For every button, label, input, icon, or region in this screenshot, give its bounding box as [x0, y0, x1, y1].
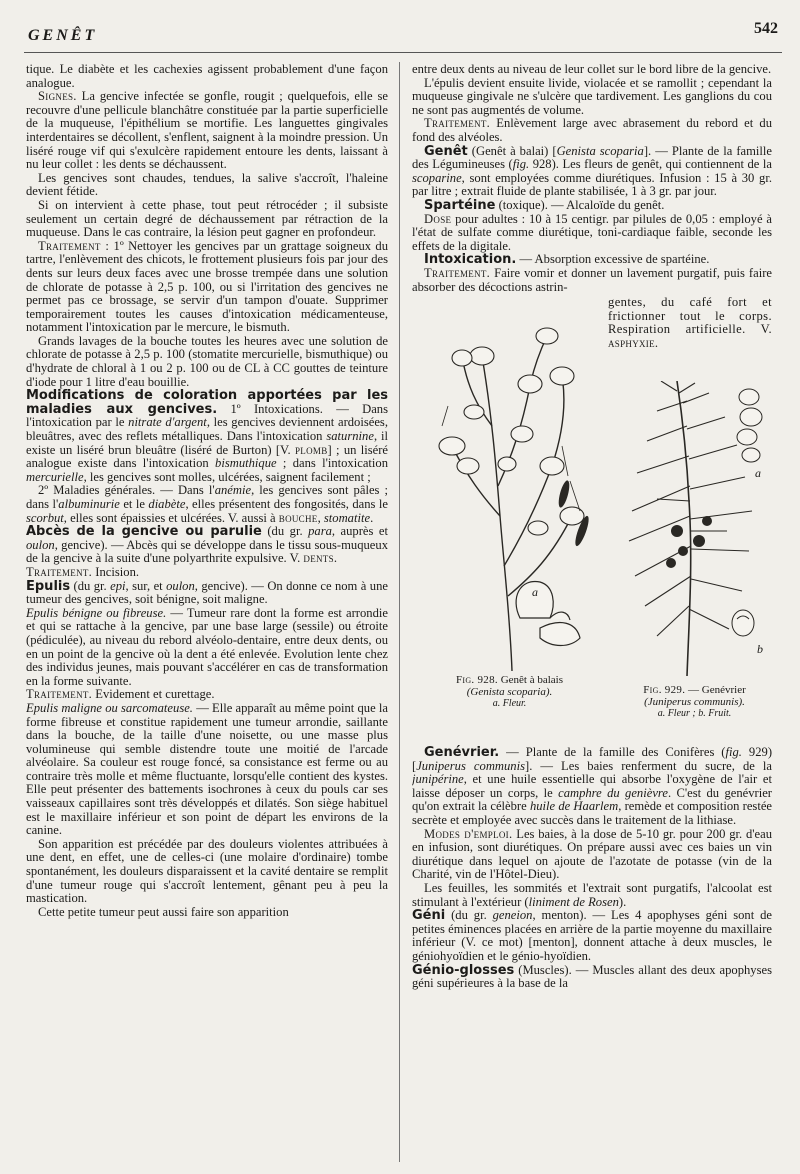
text: (Genêt à balai) [: [467, 143, 557, 158]
traitement-label: Traitement.: [26, 564, 93, 579]
text: stomatite: [323, 510, 371, 525]
paragraph-traitement: [412, 267, 772, 294]
text: liniment de Rosen: [528, 894, 619, 909]
text: .: [333, 551, 338, 566]
figure-title: — Genévrier: [685, 684, 746, 697]
text: junipérine: [412, 772, 464, 787]
column-divider: [399, 62, 400, 1162]
entry-title: Modifications de coloration apportées par les maladies aux gencives.: [26, 388, 388, 417]
entry-title: Intoxication.: [424, 252, 517, 268]
text: . C'est du genévrier qu'on extrait la célèbre: [412, 785, 772, 814]
text: L'épulis devient ensuite livide, violacée et se ramollit ; cependant la muqueuse gingivale ne s'ulcère que tardivement. Les ganglions du cou ne sont pas augmentés de volume.: [412, 75, 772, 117]
text: epi: [110, 578, 126, 593]
text: 929) [: [412, 745, 772, 773]
figure-latin-name: (Juniperus communis).: [644, 696, 745, 709]
paragraph: [26, 63, 388, 90]
text: 1º Intoxications. — Dans l'intoxication par le: [26, 401, 388, 430]
text: , gencive). — Abcès qui se développe dans le tissu sous-muqueux de la gencive à la suite d'une polyarthrite expulsive. V.: [26, 537, 388, 566]
text: , sont employées comme diurétiques. Infusion : 15 à 30 gr. par litre ; extrait fluide de plante stabilisée, 1 à 3 gr. par jour.: [412, 170, 772, 199]
text: , les gencives deviennent ardoisées, bleuâtres, avec des reflets métalliques. Dans l'intoxication: [26, 415, 388, 444]
text: ]. — Plante de la famille des Légumineuses (: [412, 143, 772, 172]
entry-title: Géni: [412, 908, 446, 924]
text: , elles sont épaissies et ulcérées. V. aussi à: [63, 510, 279, 525]
text: Faire vomir et donner un lavement purgatif, puis faire absorber des décoctions astrin-: [412, 265, 772, 294]
subheading: Epulis bénigne ou fibreuse.: [26, 605, 167, 620]
figure-928-genet: [412, 316, 607, 672]
text: nitrate d'argent: [128, 415, 207, 430]
figure-929-caption: [617, 684, 772, 720]
text: Grands lavages de la bouche toutes les heures avec une solution de chlorate de potasse à 2,5 p. 100 (stomatite mercurielle, bismuthique) ou d'hydrate de chloral à 1 ou 2 p. 100 ou de CL à CC gouttes de teinture d'iode pour 1 litre d'eau bouillie.: [26, 333, 388, 389]
paragraph: [412, 77, 772, 118]
paragraph: [26, 335, 388, 389]
paragraph-traitement: [26, 240, 388, 335]
figure-928-caption: [412, 674, 607, 710]
text: Enlèvement large avec abrasement du rebord et du fond des alvéoles.: [412, 116, 772, 144]
text: Genista scoparia: [556, 143, 644, 158]
modes-label: Modes d'emploi.: [424, 826, 513, 841]
figure-label-a: a: [755, 466, 761, 481]
text: Les feuilles, les sommités et l'extrait sont purgatifs, l'alcoolat est stimulant à l'extérieur (: [412, 881, 772, 909]
traitement-label: Traitement.: [424, 116, 491, 131]
text: .: [654, 335, 659, 350]
text: geneion: [492, 908, 533, 923]
figure-number: Fig. 929.: [643, 684, 686, 697]
text: — Plante de la famille des Conifères (: [499, 745, 726, 760]
text: , gencive). — On donne ce nom à une tumeur des gencives, soit bénigne, soit maligne.: [26, 578, 388, 607]
entry-genio-glosses: [412, 964, 772, 991]
text: , remède et composition restée secrète et employée avec succès dans le traitement de la lithiase.: [412, 799, 772, 828]
text: (du gr.: [445, 908, 493, 923]
text: camphre du genièvre: [558, 785, 668, 800]
paragraph-traitement: [412, 117, 772, 144]
page-header: [0, 0, 800, 60]
paragraph: [26, 199, 388, 240]
text: pour adultes : 10 à 15 centigr. par pilules de 0,05 : employé à l'état de sulfate comme diurétique, toni-cardiaque faible, seconde les effets de la digitale.: [412, 211, 772, 253]
text: , sur, et: [125, 578, 167, 593]
paragraph-epulis-maligne: [26, 702, 388, 838]
text: — Elle apparaît au même point que la forme fibreuse et constitue rapidement une tumeur arrondie, saillante dans la bouche, de la taille d'une noisette, ou une masse plus volumineuse qui semble distendre toute une moitié de l'arcade alvéolaire. Sa couleur est rouge foncé, sa consistance est ferme ou au contraire très molle et même fluctuante, lorsqu'elle contient des kystes. Elle peut présenter des battements isochrones à ceux du pouls car ses vaisseaux capillaires sont très développés et dilatés. Son siège habituel est le maxillaire inférieur et son point de départ les environs de la canine.: [26, 700, 388, 838]
text: 2º Maladies générales. — Dans l': [38, 483, 215, 498]
figure-label-b: b: [757, 642, 763, 657]
entry-sparteine: [412, 199, 772, 213]
juniper-illustration: [617, 381, 772, 681]
cross-reference: plomb: [295, 442, 328, 457]
entry-genevrier: [412, 746, 772, 828]
text: diabète: [148, 497, 186, 511]
text: (toxique). — Alcaloïde du genêt.: [495, 197, 665, 212]
paragraph-signes: [26, 90, 388, 172]
text: Les baies, à la dose de 5-10 gr. pour 200 gr. d'eau en infusion, sont diurétiques. On prépare aussi avec ces baies un vin diurétique dans lequel on ajoute de l'azotate de potasse (vin de la Charité, vin de l'Hôtel-Dieu).: [412, 826, 772, 882]
figure-number: Fig. 928.: [455, 674, 498, 687]
text: anémie: [214, 483, 252, 498]
header-rule: [24, 52, 782, 53]
running-head: GENÊT: [28, 27, 98, 44]
text: Son apparition est précédée par des douleurs violentes attribuées à une dent, en effet, une de celles-ci (une molaire d'ordinaire) tombe spontanément, les douleurs disparaissent et la cavité dentaire se remplit d'une tumeur rouge qui s'accroît lentement, gênant peu à peu la mastication.: [26, 836, 388, 906]
text: .: [370, 510, 374, 525]
paragraph-modes: [412, 828, 772, 882]
entry-abces: [26, 525, 388, 566]
text: La gencive infectée se gonfle, rougit ; quelquefois, elle se recouvre d'une pellicule blanchâtre constituée par la partie superficielle de la muqueuse, l'épithélium se mortifie. Les languettes gingivales interdentaires se décollent, s'enflent, saignent à la moindre pression. Un liséré rouge vif qui s'exulcère rapidement entoure les dents, laissant à nu leur collet : les dents se déchaussent.: [26, 89, 388, 172]
figures-area: [412, 296, 772, 742]
figure-legend: a. Fleur ; b. Fruit.: [657, 708, 732, 720]
text: ).: [618, 894, 627, 909]
figure-reference: fig.: [512, 157, 530, 172]
paragraph: [412, 63, 772, 77]
text: mercurielle: [26, 469, 84, 484]
cross-reference: dents: [303, 551, 334, 566]
entry-genet: [412, 145, 772, 199]
text: , et une huile essentielle qui absorbe l'oxygène de l'air et laisse déposer un corps, le: [412, 772, 772, 800]
text: saturnine: [326, 429, 374, 444]
entry-modifications: [26, 389, 388, 484]
text: entre deux dents au niveau de leur collet sur le bord libre de la gencive.: [412, 63, 772, 76]
entry-title: Abcès de la gencive ou parulie: [26, 524, 262, 540]
text: , il existe un liséré brun bleuâtre (liséré de Burton) [V.: [26, 429, 388, 457]
figure-929-genevrier: [617, 381, 772, 681]
text: para: [308, 524, 332, 539]
figure-reference: fig.: [725, 745, 742, 760]
text: — Absorption excessive de spartéine.: [516, 252, 710, 267]
text: Si on intervient à cette phase, tout peut rétrocéder ; il subsiste seulement un certain degré de déchaussement par rétraction de la muqueuse. Dans le cas contraire, la lésion peut gagner en profondeur.: [26, 197, 388, 240]
text: et le: [119, 497, 149, 511]
text: oulon: [26, 537, 55, 552]
broom-plant-illustration: [412, 316, 607, 672]
text: ; dans l'intoxication: [276, 456, 388, 471]
text: scorbut: [26, 510, 64, 525]
figure-label-a: a: [532, 585, 538, 600]
entry-geni: [412, 909, 772, 963]
paragraph-epulis-benigne: [26, 607, 388, 689]
paragraph-maladies: [26, 484, 388, 525]
traitement-label: Traitement.: [26, 687, 93, 702]
paragraph-traitement: [26, 566, 388, 580]
text: , auprès et: [331, 524, 388, 539]
dose-label: Dose: [424, 211, 452, 226]
text: 1º Nettoyer les gencives par un grattage soigneux du tartre, l'enlèvement des chicots, le frottement plusieurs fois par jour des dents sur leurs deux faces avec une brosse trempée dans une solution de chlorate de potasse à 2,5 p. 100, ou si l'irritation des gencives ne permet pas ce brossage, se servir d'un tampon d'ouate. Supprimer temporairement toutes les causes d'intoxication médicamenteuse, notamment l'intoxication par le mercure, le bismuth.: [26, 238, 388, 335]
paragraph: [26, 172, 388, 199]
text: — Tumeur rare dont la forme est arrondie et qui se rattache à la gencive, par une base large (sessile) ou étroite (pédiculée), au niveau du rebord alvéolo-dentaire, entre deux dents, ou en un point de la gencive où la dent a été enlevée. Evolution lente chez des individus jeunes, mais pouvant s'accélérer en cas de transformation en la forme suivante.: [26, 605, 388, 688]
text: Les gencives sont chaudes, tendues, la salive s'accroît, l'haleine devient fétide.: [26, 170, 388, 199]
text: ] ; un liséré analogue existe dans l'intoxication: [26, 442, 388, 471]
entry-title: Genévrier.: [424, 745, 500, 761]
figure-legend: a. Fleur.: [492, 698, 527, 710]
paragraph: [26, 906, 388, 920]
text: tique. Le diabète et les cachexies agissent probablement d'une façon analogue.: [26, 63, 388, 90]
paragraph-dose: [412, 213, 772, 254]
left-column: [26, 63, 388, 1168]
text: , les gencives sont molles, ulcérées, saignent facilement ;: [83, 469, 371, 484]
text: huile de Haarlem: [529, 799, 619, 814]
entry-title: Genêt: [424, 143, 468, 159]
text: Evidement et curettage.: [92, 687, 215, 702]
text: Cette petite tumeur peut aussi faire son apparition: [38, 904, 289, 919]
text: ]. — Les baies renferment du sucre, de la: [525, 758, 772, 773]
text: bismuthique: [215, 456, 277, 471]
entry-intoxication: [412, 253, 772, 267]
text: , menton). — Les 4 apophyses géni sont de petites éminences placées en arrière de la partie moyenne du maxillaire inférieur (V. ce mot) [menton], donnent attache à deux muscles, le géniohyoïdien et le génio-hyoïdien.: [412, 908, 772, 963]
paragraph: [26, 838, 388, 906]
paragraph-traitement: [26, 688, 388, 702]
traitement-label: Traitement.: [424, 265, 491, 280]
figure-latin-name: (Genista scoparia).: [466, 686, 553, 699]
entry-epulis: [26, 580, 388, 607]
text: gentes, du café fort et frictionner tout le corps. Respiration artificielle. V.: [608, 295, 772, 337]
text: , les gencives sont pâles ; dans l': [26, 483, 388, 511]
text: Juniperus communis: [416, 758, 525, 773]
figure-title: Genêt à balais: [497, 674, 564, 687]
text: (du gr.: [261, 524, 309, 539]
subheading: Epulis maligne ou sarcomateuse.: [26, 700, 193, 715]
paragraph: [412, 882, 772, 909]
entry-title: Epulis: [26, 578, 71, 594]
right-column: [412, 63, 772, 1168]
text: Incision.: [92, 564, 140, 579]
traitement-label: Traitement :: [38, 238, 110, 253]
text: 928). Les fleurs de genêt, qui contiennent de la: [529, 157, 772, 172]
text: (du gr.: [70, 578, 111, 593]
text: (Muscles). — Muscles allant des deux apophyses géni supérieures à la base de la: [412, 962, 772, 991]
text: oulon: [166, 578, 195, 593]
entry-title: Génio-glosses: [412, 962, 515, 978]
paragraph-float: [608, 296, 772, 350]
text: , elles présentent des fongosités, dans le: [185, 497, 388, 511]
signes-label: Signes.: [38, 89, 77, 104]
cross-reference: bouche: [278, 510, 318, 525]
entry-title: Spartéine: [424, 197, 496, 213]
text: ,: [317, 510, 324, 525]
cross-reference: asphyxie: [608, 335, 655, 350]
text: scoparine: [412, 170, 462, 185]
text: albuminurie: [58, 497, 120, 511]
page-number: 542: [754, 20, 778, 37]
